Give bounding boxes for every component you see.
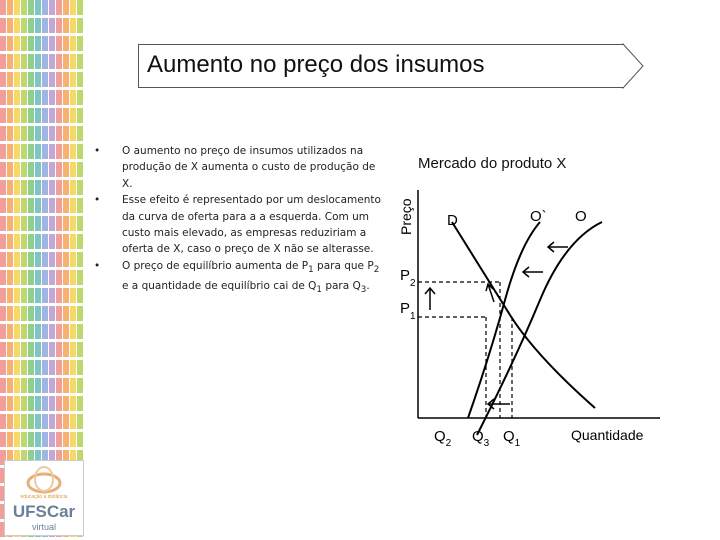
stripe-gap	[0, 411, 84, 414]
logo-sub: virtual	[31, 522, 56, 532]
stripe	[7, 0, 13, 540]
decorative-stripes	[0, 0, 84, 540]
stripe-gap	[0, 339, 84, 342]
stripe-gap	[0, 15, 84, 18]
stripe-gap	[0, 195, 84, 198]
stripe	[28, 0, 34, 540]
stripe-gap	[0, 267, 84, 270]
stripe	[77, 0, 83, 540]
stripe-gap	[0, 141, 84, 144]
y-axis-label: Preço	[398, 198, 414, 235]
stripe-gap	[0, 429, 84, 432]
logo-tagline: educação a distância	[20, 494, 68, 500]
stripe	[70, 0, 76, 540]
stripe-gap	[0, 393, 84, 396]
stripe	[42, 0, 48, 540]
bullet-text: O aumento no preço de insumos utilizados na produção de X aumenta o custo de produção de X.	[122, 145, 376, 190]
stripe	[14, 0, 20, 540]
bullet-item	[94, 258, 384, 299]
stripe-gap	[0, 357, 84, 360]
stripe	[49, 0, 55, 540]
bullet-list	[94, 143, 384, 299]
stripe-gap	[0, 321, 84, 324]
bullet-dot: •	[94, 145, 101, 157]
stripe-gap	[0, 231, 84, 234]
stripe	[63, 0, 69, 540]
stripe-gap	[0, 105, 84, 108]
stripe-gap	[0, 51, 84, 54]
stripe-gap	[0, 285, 84, 288]
bullet-text: O preço de equilíbrio aumenta de $P_1$ para que $P_2$ e a quantidade de equilíbrio cai de $Q_1$ para $Q_3$.	[122, 259, 380, 296]
stripe-gap	[0, 123, 84, 126]
diagram-title: Mercado do produto X	[418, 155, 567, 172]
title-arrow-tip	[622, 43, 646, 89]
stripe	[35, 0, 41, 540]
quantity-label-q1: $Q_1$	[503, 428, 521, 449]
supply-curve-o-prime	[468, 222, 540, 418]
stripe-gap	[0, 375, 84, 378]
price-up-arrow-icon	[425, 288, 435, 310]
stripe-gap	[0, 87, 84, 90]
x-axis-label: Quantidade	[571, 427, 644, 443]
quantity-label-q3: $Q_3$	[472, 428, 490, 449]
demand-label: D	[447, 212, 458, 229]
stripe	[0, 0, 6, 540]
shift-arrow-icon	[523, 267, 543, 277]
stripe-gap	[0, 213, 84, 216]
stripe-gap	[0, 177, 84, 180]
stripe-gap	[0, 447, 84, 450]
supply-label: O	[575, 208, 587, 225]
bullet-dot: •	[94, 194, 101, 207]
bullet-item	[94, 143, 384, 192]
stripe-gap	[0, 249, 84, 252]
supply-demand-diagram	[390, 180, 670, 455]
slide-title: Aumento no preço dos insumos	[147, 51, 485, 78]
supply-curve-o	[477, 222, 602, 435]
logo-emblem-icon	[5, 461, 83, 495]
stripe	[56, 0, 62, 540]
shift-arrow-icon	[548, 242, 568, 252]
price-label-p2: $P_2$	[400, 267, 416, 289]
ufscar-logo	[4, 460, 84, 536]
price-label-p1: $P_1$	[400, 300, 416, 322]
logo-name: UFSCar	[12, 502, 76, 521]
bullet-text: Esse efeito é representado por um deslocamento da curva de oferta para a a esquerda. Com um custo mais elevado, as empresas reduziriam a oferta de X, caso o preço de X não se alterasse.	[122, 194, 381, 256]
supply-prime-label: O`	[530, 208, 547, 225]
stripe-gap	[0, 303, 84, 306]
stripe-gap	[0, 159, 84, 162]
stripe-gap	[0, 33, 84, 36]
bullet-item	[94, 192, 384, 258]
stripe-gap	[0, 69, 84, 72]
stripe	[21, 0, 27, 540]
quantity-label-q2: $Q_2$	[434, 428, 452, 449]
bullet-dot: •	[94, 259, 101, 272]
quantity-left-arrow-icon	[488, 399, 510, 409]
